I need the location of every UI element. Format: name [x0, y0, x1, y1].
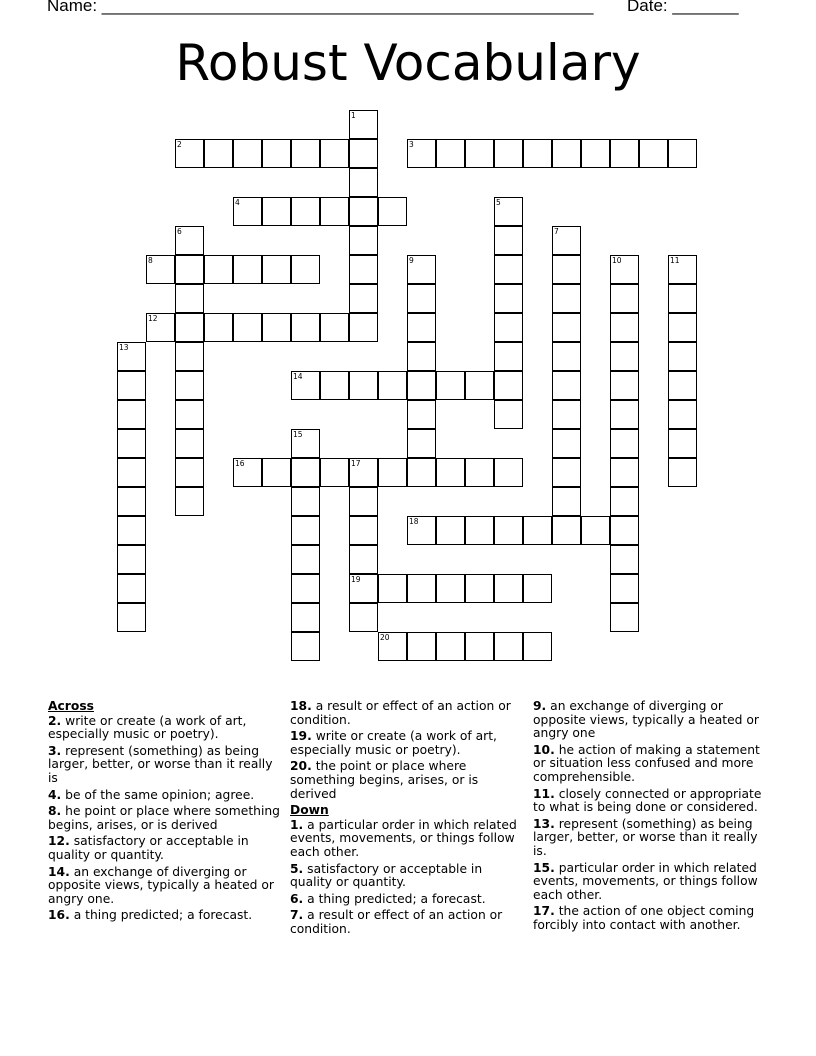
- grid-cell[interactable]: [639, 139, 668, 168]
- grid-cell[interactable]: [523, 574, 552, 603]
- clue-text: a particular order in which related events, movements, or things follow each other.: [290, 817, 517, 859]
- grid-cell[interactable]: [117, 545, 146, 574]
- grid-cell[interactable]: [668, 313, 697, 342]
- grid-cell[interactable]: [610, 400, 639, 429]
- grid-cell[interactable]: [204, 313, 233, 342]
- grid-cell[interactable]: [378, 632, 407, 661]
- grid-cell[interactable]: [610, 574, 639, 603]
- grid-cell[interactable]: [407, 313, 436, 342]
- clue-down-7: [290, 909, 528, 936]
- clue-across-2: [48, 715, 284, 742]
- grid-cell[interactable]: [349, 284, 378, 313]
- cell-number: 20: [380, 633, 390, 642]
- cell-number: 14: [293, 372, 303, 381]
- grid-cell[interactable]: [668, 400, 697, 429]
- grid-cell[interactable]: [262, 139, 291, 168]
- date-field-label[interactable]: Date: _______: [627, 0, 739, 15]
- grid-cell[interactable]: [552, 284, 581, 313]
- clue-number: 4.: [48, 787, 62, 802]
- grid-cell[interactable]: [465, 458, 494, 487]
- clue-number: 16.: [48, 908, 70, 923]
- grid-cell[interactable]: [668, 342, 697, 371]
- grid-cell[interactable]: [407, 632, 436, 661]
- clue-across-16: [48, 909, 284, 923]
- grid-cell[interactable]: [175, 458, 204, 487]
- grid-cell[interactable]: [494, 197, 523, 226]
- grid-cell[interactable]: [494, 284, 523, 313]
- grid-cell[interactable]: [349, 226, 378, 255]
- grid-cell[interactable]: [262, 313, 291, 342]
- grid-cell[interactable]: [291, 458, 320, 487]
- cell-number: 2: [177, 140, 182, 149]
- clue-down-5: [290, 863, 528, 890]
- grid-cell[interactable]: [610, 487, 639, 516]
- grid-cell[interactable]: [291, 516, 320, 545]
- clue-across-12: [48, 835, 284, 862]
- grid-cell[interactable]: [407, 284, 436, 313]
- grid-cell[interactable]: [320, 139, 349, 168]
- clue-text: represent (something) as being larger, better, or worse than it really is: [48, 743, 273, 785]
- cell-number: 19: [351, 575, 361, 584]
- grid-cell[interactable]: [436, 458, 465, 487]
- grid-cell[interactable]: [262, 458, 291, 487]
- clue-number: 10.: [533, 742, 555, 757]
- down-heading: Down: [290, 803, 329, 818]
- clue-text: an exchange of diverging or opposite views, typically a heated or angry one.: [48, 864, 274, 906]
- grid-cell[interactable]: [610, 603, 639, 632]
- grid-cell[interactable]: [175, 487, 204, 516]
- grid-cell[interactable]: [494, 574, 523, 603]
- grid-cell[interactable]: [291, 197, 320, 226]
- clue-across-3: [48, 745, 284, 786]
- grid-cell[interactable]: [494, 400, 523, 429]
- grid-cell[interactable]: [320, 371, 349, 400]
- grid-cell[interactable]: [668, 429, 697, 458]
- clue-text: the point or place where something begins, arises, or is derived: [290, 759, 479, 801]
- grid-cell[interactable]: [610, 458, 639, 487]
- grid-cell[interactable]: [407, 400, 436, 429]
- clue-text: be of the same opinion; agree.: [65, 787, 255, 802]
- clue-text: particular order in which related events, movements, or things follow each other.: [533, 860, 758, 902]
- grid-cell[interactable]: [349, 371, 378, 400]
- clue-text: a result or effect of an action or condition.: [290, 908, 503, 936]
- grid-cell[interactable]: [378, 458, 407, 487]
- grid-cell[interactable]: [436, 139, 465, 168]
- grid-cell[interactable]: [291, 255, 320, 284]
- grid-cell[interactable]: [407, 429, 436, 458]
- grid-cell[interactable]: [291, 545, 320, 574]
- clue-number: 17.: [533, 904, 555, 919]
- grid-cell[interactable]: [407, 342, 436, 371]
- clue-text: the action of one object coming forcibly into contact with another.: [533, 904, 755, 932]
- grid-cell[interactable]: [117, 516, 146, 545]
- clue-number: 15.: [533, 860, 555, 875]
- grid-cell[interactable]: [407, 574, 436, 603]
- grid-cell[interactable]: [291, 429, 320, 458]
- grid-cell[interactable]: [262, 255, 291, 284]
- grid-cell[interactable]: [291, 603, 320, 632]
- clue-number: 9.: [533, 699, 547, 713]
- grid-cell[interactable]: [291, 487, 320, 516]
- clue-text: a result or effect of an action or condition.: [290, 699, 511, 727]
- grid-cell[interactable]: [552, 516, 581, 545]
- grid-cell[interactable]: [494, 313, 523, 342]
- grid-cell[interactable]: [436, 516, 465, 545]
- grid-cell[interactable]: [117, 429, 146, 458]
- grid-cell[interactable]: [117, 400, 146, 429]
- grid-cell[interactable]: [581, 516, 610, 545]
- grid-cell[interactable]: [378, 574, 407, 603]
- grid-cell[interactable]: [175, 139, 204, 168]
- grid-cell[interactable]: [436, 632, 465, 661]
- grid-cell[interactable]: [523, 632, 552, 661]
- clue-number: 2.: [48, 713, 62, 728]
- grid-cell[interactable]: [668, 371, 697, 400]
- grid-cell[interactable]: [175, 284, 204, 313]
- grid-cell[interactable]: [465, 139, 494, 168]
- grid-cell[interactable]: [523, 139, 552, 168]
- grid-cell[interactable]: [349, 516, 378, 545]
- grid-cell[interactable]: [552, 342, 581, 371]
- grid-cell[interactable]: [465, 574, 494, 603]
- grid-cell[interactable]: [581, 139, 610, 168]
- grid-cell[interactable]: [175, 371, 204, 400]
- grid-cell[interactable]: [349, 139, 378, 168]
- clues-column-1: [48, 700, 284, 926]
- clue-number: 20.: [290, 759, 312, 774]
- grid-cell[interactable]: [610, 139, 639, 168]
- cell-number: 11: [670, 256, 680, 265]
- clue-text: satisfactory or acceptable in quality or quantity.: [48, 834, 249, 862]
- grid-cell[interactable]: [204, 139, 233, 168]
- clue-down-11: [533, 788, 769, 815]
- grid-cell[interactable]: [204, 255, 233, 284]
- grid-cell[interactable]: [349, 255, 378, 284]
- across-heading: Across: [48, 699, 94, 713]
- clue-number: 19.: [290, 729, 312, 744]
- grid-cell[interactable]: [552, 400, 581, 429]
- grid-cell[interactable]: [291, 574, 320, 603]
- name-field-label[interactable]: Name: ____________________________________________________: [47, 0, 594, 15]
- grid-cell[interactable]: [494, 371, 523, 400]
- grid-cell[interactable]: [320, 458, 349, 487]
- grid-cell[interactable]: [668, 139, 697, 168]
- grid-cell[interactable]: [262, 197, 291, 226]
- clue-text: an exchange of diverging or opposite views, typically a heated or angry one: [533, 699, 759, 741]
- grid-cell[interactable]: [436, 574, 465, 603]
- grid-cell[interactable]: [117, 603, 146, 632]
- grid-cell[interactable]: [494, 226, 523, 255]
- grid-cell[interactable]: [465, 371, 494, 400]
- grid-cell[interactable]: [610, 516, 639, 545]
- grid-cell[interactable]: [175, 313, 204, 342]
- clue-number: 7.: [290, 908, 304, 923]
- grid-cell[interactable]: [233, 255, 262, 284]
- grid-cell[interactable]: [146, 255, 175, 284]
- grid-cell[interactable]: [175, 400, 204, 429]
- grid-cell[interactable]: [175, 342, 204, 371]
- grid-cell[interactable]: [552, 371, 581, 400]
- grid-cell[interactable]: [349, 574, 378, 603]
- grid-cell[interactable]: [552, 139, 581, 168]
- grid-cell[interactable]: [610, 545, 639, 574]
- grid-cell[interactable]: [117, 371, 146, 400]
- grid-cell[interactable]: [378, 197, 407, 226]
- clue-down-1: [290, 819, 528, 860]
- grid-cell[interactable]: [552, 429, 581, 458]
- grid-cell[interactable]: [407, 458, 436, 487]
- cell-number: 15: [293, 430, 303, 439]
- clue-text: he action of making a statement or situation less confused and more comprehensible.: [533, 742, 760, 784]
- grid-cell[interactable]: [291, 632, 320, 661]
- grid-cell[interactable]: [291, 313, 320, 342]
- grid-cell[interactable]: [175, 226, 204, 255]
- clue-across-14: [48, 866, 284, 907]
- cell-number: 1: [351, 111, 356, 120]
- grid-cell[interactable]: [378, 371, 407, 400]
- clue-number: 18.: [290, 699, 312, 713]
- grid-cell[interactable]: [552, 487, 581, 516]
- grid-cell[interactable]: [494, 139, 523, 168]
- grid-cell[interactable]: [610, 342, 639, 371]
- grid-cell[interactable]: [465, 632, 494, 661]
- grid-cell[interactable]: [349, 110, 378, 139]
- grid-cell[interactable]: [320, 313, 349, 342]
- clues-column-2: [290, 700, 528, 940]
- grid-cell[interactable]: [407, 255, 436, 284]
- cell-number: 18: [409, 517, 419, 526]
- grid-cell[interactable]: [175, 429, 204, 458]
- clue-number: 13.: [533, 816, 555, 831]
- grid-cell[interactable]: [117, 574, 146, 603]
- clue-down-9: [533, 700, 769, 741]
- grid-cell[interactable]: [349, 545, 378, 574]
- clue-number: 8.: [48, 804, 62, 819]
- grid-cell[interactable]: [349, 458, 378, 487]
- cell-number: 13: [119, 343, 129, 352]
- clue-across-19: [290, 730, 528, 757]
- grid-cell[interactable]: [494, 632, 523, 661]
- grid-cell[interactable]: [407, 516, 436, 545]
- grid-cell[interactable]: [349, 168, 378, 197]
- grid-cell[interactable]: [146, 313, 175, 342]
- cell-number: 4: [235, 198, 240, 207]
- cell-number: 5: [496, 198, 501, 207]
- cell-number: 17: [351, 459, 361, 468]
- grid-cell[interactable]: [610, 371, 639, 400]
- grid-cell[interactable]: [494, 516, 523, 545]
- grid-cell[interactable]: [233, 197, 262, 226]
- clue-number: 5.: [290, 861, 304, 876]
- grid-cell[interactable]: [233, 139, 262, 168]
- grid-cell[interactable]: [117, 487, 146, 516]
- clue-text: write or create (a work of art, especially music or poetry).: [290, 729, 497, 757]
- grid-cell[interactable]: [320, 197, 349, 226]
- grid-cell[interactable]: [291, 371, 320, 400]
- clue-number: 3.: [48, 743, 62, 758]
- grid-cell[interactable]: [175, 255, 204, 284]
- grid-cell[interactable]: [523, 516, 552, 545]
- grid-cell[interactable]: [407, 371, 436, 400]
- grid-cell[interactable]: [117, 342, 146, 371]
- clue-across-4: [48, 789, 284, 803]
- clue-down-10: [533, 744, 769, 785]
- grid-cell[interactable]: [436, 371, 465, 400]
- grid-cell[interactable]: [233, 458, 262, 487]
- grid-cell[interactable]: [552, 313, 581, 342]
- clue-number: 12.: [48, 834, 70, 849]
- clue-across-20: [290, 760, 528, 801]
- cell-number: 7: [554, 227, 559, 236]
- grid-cell[interactable]: [117, 458, 146, 487]
- clue-number: 1.: [290, 817, 304, 832]
- cell-number: 8: [148, 256, 153, 265]
- clue-text: satisfactory or acceptable in quality or quantity.: [290, 861, 483, 890]
- grid-cell[interactable]: [465, 516, 494, 545]
- grid-cell[interactable]: [233, 313, 262, 342]
- clue-text: represent (something) as being larger, better, or worse than it really is.: [533, 816, 758, 858]
- clue-down-17: [533, 905, 769, 932]
- grid-cell[interactable]: [291, 139, 320, 168]
- clue-text: closely connected or appropriate to what is being done or considered.: [533, 786, 762, 815]
- clue-down-15: [533, 862, 769, 903]
- cell-number: 9: [409, 256, 414, 265]
- cell-number: 3: [409, 140, 414, 149]
- clue-across-8: [48, 805, 284, 832]
- grid-cell[interactable]: [349, 313, 378, 342]
- clue-down-13: [533, 818, 769, 859]
- cell-number: 16: [235, 459, 245, 468]
- grid-cell[interactable]: [552, 255, 581, 284]
- page-title: Robust Vocabulary: [175, 34, 641, 92]
- clue-number: 6.: [290, 891, 304, 906]
- grid-cell[interactable]: [349, 487, 378, 516]
- cell-number: 10: [612, 256, 622, 265]
- grid-cell[interactable]: [610, 284, 639, 313]
- grid-cell[interactable]: [349, 197, 378, 226]
- grid-cell[interactable]: [494, 255, 523, 284]
- clue-number: 11.: [533, 786, 555, 801]
- clue-number: 14.: [48, 864, 70, 879]
- clue-across-18: [290, 700, 528, 727]
- cell-number: 6: [177, 227, 182, 236]
- clue-down-6: [290, 893, 528, 907]
- clue-text: he point or place where something begins, arises, or is derived: [48, 804, 280, 832]
- clue-text: write or create (a work of art, especially music or poetry).: [48, 713, 247, 742]
- clues-column-3: [533, 700, 769, 936]
- grid-cell[interactable]: [668, 458, 697, 487]
- grid-cell[interactable]: [610, 429, 639, 458]
- grid-cell[interactable]: [349, 603, 378, 632]
- grid-cell[interactable]: [668, 255, 697, 284]
- grid-cell[interactable]: [494, 458, 523, 487]
- grid-cell[interactable]: [610, 255, 639, 284]
- clue-text: a thing predicted; a forecast.: [307, 891, 486, 906]
- cell-number: 12: [148, 314, 158, 323]
- grid-cell[interactable]: [610, 313, 639, 342]
- grid-cell[interactable]: [494, 342, 523, 371]
- grid-cell[interactable]: [552, 458, 581, 487]
- grid-cell[interactable]: [407, 139, 436, 168]
- grid-cell[interactable]: [552, 226, 581, 255]
- grid-cell[interactable]: [668, 284, 697, 313]
- clue-text: a thing predicted; a forecast.: [73, 908, 253, 923]
